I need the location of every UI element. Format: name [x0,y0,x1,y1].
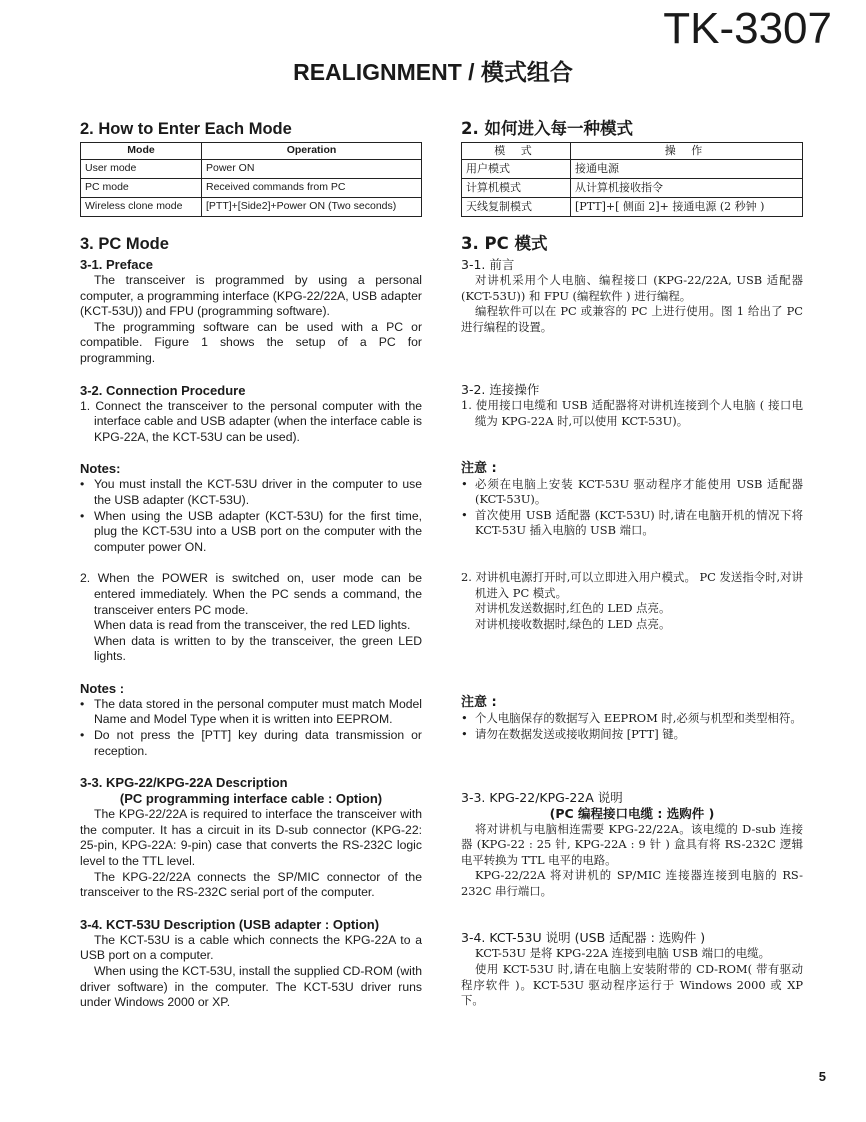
mode-table-zh [461,142,803,217]
table-row [81,198,422,217]
table-cell: Wireless clone mode [81,198,202,217]
page-title: REALIGNMENT / 模式组合 [293,59,573,85]
green-led-text-zh: 对讲机接收数据时,绿色的 LED 点亮。 [475,616,671,631]
section-3-2-title-zh: 3-2. 连接操作 [461,382,540,398]
list-item: • 个人电脑保存的数据写入 EEPROM 时,必须与机型和类型相符。 [461,711,803,727]
table-row [462,179,803,198]
table-cell: [PTT]+[Side2]+Power ON (Two seconds) [202,198,422,217]
table-cell: 用户模式 [462,160,571,179]
mode-table [80,142,422,217]
notes-1-list-zh [461,477,803,539]
section-3-4-title-zh: 3-4. KCT-53U 说明 (USB 适配器 : 选购件 ) [461,930,706,946]
section-3-3-title-zh: 3-3. KPG-22/KPG-22A 说明 [461,789,623,805]
notes-1-list [80,477,422,555]
preface-paragraph-2-zh: 编程软件可以在 PC 或兼容的 PC 上进行使用。图 1 给出了 PC 进行编程的设置。 [461,304,803,334]
red-led-text-zh: 对讲机发送数据时,红色的 LED 点亮。 [475,601,671,616]
table-row [81,160,422,179]
kct-paragraph-2: When using the KCT-53U, install the supplied CD-ROM (with driver software) in the computer. The KCT-53U driver runs under Windows 2000 or XP. [80,964,422,1010]
list-item: • 首次使用 USB 适配器 (KCT-53U) 时,请在电脑开机的情况下将 KCT-53U 插入电脑的 USB 端口。 [461,508,803,539]
section-3-1-title-zh: 3-1. 前言 [461,257,515,272]
table-cell: 天线复制模式 [462,198,571,217]
table-cell: 接通电源 [571,160,803,179]
green-led-text: When data is written to by the transceiver, the green LED lights. [94,633,422,664]
list-item: • The data stored in the personal computer must match Model Name and Model Type when it is written into EEPROM. [80,697,422,728]
table-row [81,179,422,198]
list-item: • 请勿在数据发送或接收期间按 [PTT] 键。 [461,727,803,743]
section-3-3-subtitle-zh: (PC 编程接口电缆 : 选购件 ) [549,805,715,821]
table-cell: Received commands from PC [202,179,422,198]
table-header-operation: Operation [202,143,422,160]
red-led-text: When data is read from the transceiver, the red LED lights. [94,618,411,633]
connection-step-2: 2. When the POWER is switched on, user mode can be entered immediately. When the PC sends a command, the transceiver enters PC mode. [80,571,422,617]
preface-paragraph-2: The programming software can be used with a PC or compatible. Figure 1 shows the setup of a PC for programming. [80,319,422,365]
section-3-title-zh: 3. PC 模式 [461,234,548,253]
table-cell: PC mode [81,179,202,198]
section-3-2-title: 3-2. Connection Procedure [80,382,246,398]
table-row [462,198,803,217]
table-header-mode: Mode [81,143,202,160]
notes-2-list-zh [461,711,803,742]
connection-step-2-zh: 2. 对讲机电源打开时,可以立即进入用户模式。 PC 发送指令时,对讲机进入 PC 模式。 [461,569,803,600]
section-3-3-subtitle: (PC programming interface cable : Option) [119,791,383,807]
kpg-paragraph-2-zh: KPG-22/22A 将对讲机的 SP/MIC 连接器连接到电脑的 RS-232C 串行端口。 [461,868,803,898]
notes-1-title: Notes: [80,461,121,477]
table-row [462,160,803,179]
notes-2-title: Notes : [80,680,125,696]
connection-step-1-zh: 1. 使用接口电缆和 USB 适配器将对讲机连接到个人电脑 ( 接口电缆为 KPG-22A 时,可以使用 KCT-53U)。 [461,398,803,428]
chinese-column [461,118,803,1009]
section-3-4-title: 3-4. KCT-53U Description (USB adapter : Option) [80,916,380,932]
kpg-paragraph-2: The KPG-22/22A connects the SP/MIC connector of the transceiver to the RS-232C serial port of the computer. [80,869,422,900]
notes-2-title-zh: 注意 : [461,695,497,711]
kpg-paragraph-1-zh: 将对讲机与电脑相连需要 KPG-22/22A。该电缆的 D-sub 连接器 (KPG-22 : 25 针, KPG-22A : 9 针 ) 盒具有将 RS-232C 逻辑电平转换为 TTL 电平的电路。 [461,821,803,867]
section-3-title: 3. PC Mode [80,235,169,253]
notes-2-list [80,697,422,759]
list-item: • When using the USB adapter (KCT-53U) for the first time, plug the KCT-53U into a USB port on the computer with the computer power ON. [80,509,422,556]
kct-paragraph-1-zh: KCT-53U 是将 KPG-22A 连接到电脑 USB 端口的电缆。 [475,946,770,961]
table-cell: 从计算机接收指令 [571,179,803,198]
table-cell: Power ON [202,160,422,179]
section-2-title-zh: 2. 如何进入每一种模式 [461,119,633,138]
table-cell: [PTT]+[ 侧面 2]+ 接通电源 (2 秒钟 ) [571,198,803,217]
list-item: • 必须在电脑上安装 KCT-53U 驱动程序才能使用 USB 适配器 (KCT-53U)。 [461,477,803,508]
preface-paragraph-1-zh: 对讲机采用个人电脑、编程接口 (KPG-22/22A, USB 适配器 (KCT-53U)) 和 FPU (编程软件 ) 进行编程。 [461,273,803,303]
table-header-mode-zh: 模 式 [462,143,571,160]
section-3-3-title: 3-3. KPG-22/KPG-22A Description [80,775,288,791]
table-cell: 计算机模式 [462,179,571,198]
list-item: • You must install the KCT-53U driver in the computer to use the USB adapter (KCT-53U). [80,477,422,508]
model-number: TK-3307 [663,4,832,53]
kpg-paragraph-1: The KPG-22/22A is required to interface the transceiver with the computer. It has a circuit in its D-sub connector (KPG-22: 25-pin, KPG-22A: 9-pin) case that converts the RS-232C logic level to the TTL level. [80,807,422,869]
page-number: 5 [818,1069,826,1084]
preface-paragraph-1: The transceiver is programmed by using a personal computer, a programming interface (KPG-22/22A, USB adapter (KCT-53U)) and FPU (programming software). [80,273,422,319]
connection-step-1: 1. Connect the transceiver to the personal computer with the interface cable and USB adapter (when the interface cable is KPG-22A, the KCT-53U can be used). [80,398,422,444]
notes-1-title-zh: 注意 : [461,460,497,476]
section-3-1-title: 3-1. Preface [80,257,153,272]
table-cell: User mode [81,160,202,179]
table-header-operation-zh: 操 作 [571,143,803,160]
kct-paragraph-1: The KCT-53U is a cable which connects the KPG-22A to a USB port on a computer. [80,932,422,963]
kct-paragraph-2-zh: 使用 KCT-53U 时,请在电脑上安装附带的 CD-ROM( 带有驱动程序软件 )。KCT-53U 驱动程序运行于 Windows 2000 或 XP 下。 [461,962,803,1008]
english-column [80,118,422,1011]
section-2-title: 2. How to Enter Each Mode [80,120,292,138]
list-item: • Do not press the [PTT] key during data transmission or reception. [80,728,422,759]
